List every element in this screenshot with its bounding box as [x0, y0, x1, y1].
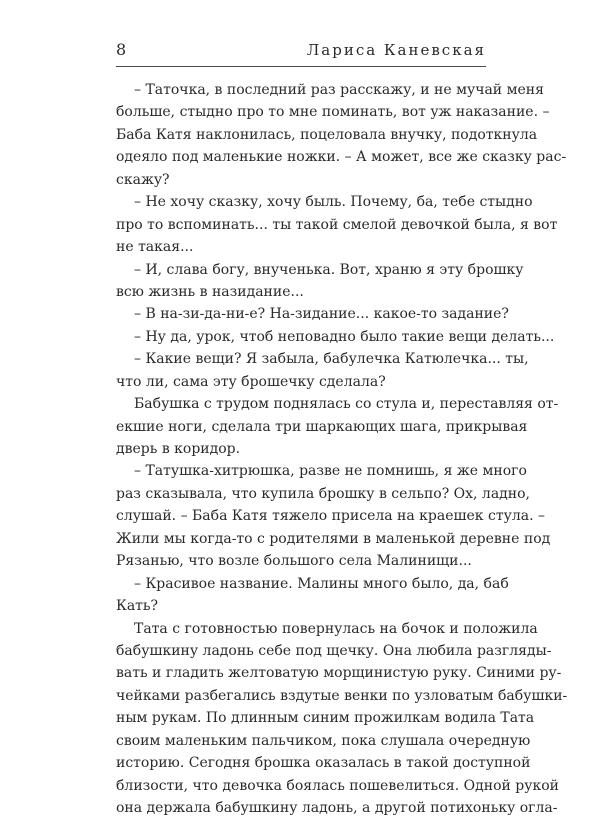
text-line: своим маленьким пальчиком, пока слушала очередную	[116, 732, 531, 749]
text-line: Жили мы когда-то с родителями в маленькой деревне под	[116, 530, 551, 547]
text-line: не такая...	[116, 239, 194, 256]
text-line: всю жизнь в назидание...	[116, 283, 304, 300]
page-header	[116, 40, 486, 68]
text-line: – Красивое название. Малины много было, да, баб	[134, 575, 509, 592]
text-line: Рязанью, что возле большого села Малинищи...	[116, 553, 472, 570]
page-number: 8	[116, 40, 127, 59]
text-line: Тата с готовностью повернулась на бочок и положила	[134, 620, 538, 637]
text-line: про то вспоминать... ты такой смелой девочкой была, я вот	[116, 216, 558, 233]
text-line: – Какие вещи? Я забыла, бабулечка Катюлечка... ты,	[134, 351, 529, 368]
header-rule	[116, 66, 486, 67]
text-line: чейками разбегались вздутые венки по узловатым бабушки-	[116, 687, 568, 704]
text-line: Баба Катя наклонилась, поцеловала внучку, подоткнула	[116, 126, 538, 143]
text-line: что ли, сама эту брошечку сделала?	[116, 373, 386, 390]
text-line: екшие ноги, сделала три шаркающих шага, прикрывая	[116, 418, 528, 435]
text-line: бабушкину ладонь себе под щечку. Она любила разгляды-	[116, 642, 552, 659]
text-line: историю. Сегодня брошка оказалась в такой доступной	[116, 755, 531, 772]
text-line: – Таточка, в последний раз расскажу, и не мучай меня	[134, 82, 544, 98]
text-line: Кать?	[116, 598, 159, 615]
text-line: дверь в коридор.	[116, 441, 241, 457]
text-line: ным рукам. По длинным синим прожилкам водила Тата	[116, 710, 535, 727]
text-line: одеяло под маленькие ножки. – А может, все же сказку рас-	[116, 149, 567, 166]
text-line: вать и гладить желтоватую морщинистую руку. Синими ру-	[116, 665, 562, 682]
text-line: она держала бабушкину ладонь, а другой потихоньку огла-	[116, 800, 558, 816]
text-line: скажу?	[116, 171, 170, 188]
text-line: – Ну да, урок, чтоб неповадно было такие вещи делать...	[134, 328, 555, 345]
text-line: раз сказывала, что купила брошку в сельпо? Ох, ладно,	[116, 485, 531, 502]
text-line: – И, слава богу, внученька. Вот, храню я эту брошку	[134, 261, 524, 278]
text-line: – Не хочу сказку, хочу быль. Почему, ба, тебе стыдно	[134, 194, 533, 211]
text-line: слушай. – Баба Катя тяжело присела на краешек стула. –	[116, 508, 545, 525]
text-line: – Татушка-хитрюшка, разве не помнишь, я же много	[134, 463, 527, 480]
text-line: больше, стыдно про то мне поминать, вот уж наказание. –	[116, 104, 550, 121]
text-line: близости, что девочка боялась пошевелиться. Одной рукой	[116, 777, 560, 794]
text-line: Бабушка с трудом поднялась со стула и, переставляя от-	[134, 396, 559, 413]
text-line: – В на-зи-да-ни-е? На-зидание... какое-то задание?	[134, 306, 509, 323]
running-head-author: Лариса Каневская	[306, 41, 486, 59]
body-text	[116, 79, 568, 819]
